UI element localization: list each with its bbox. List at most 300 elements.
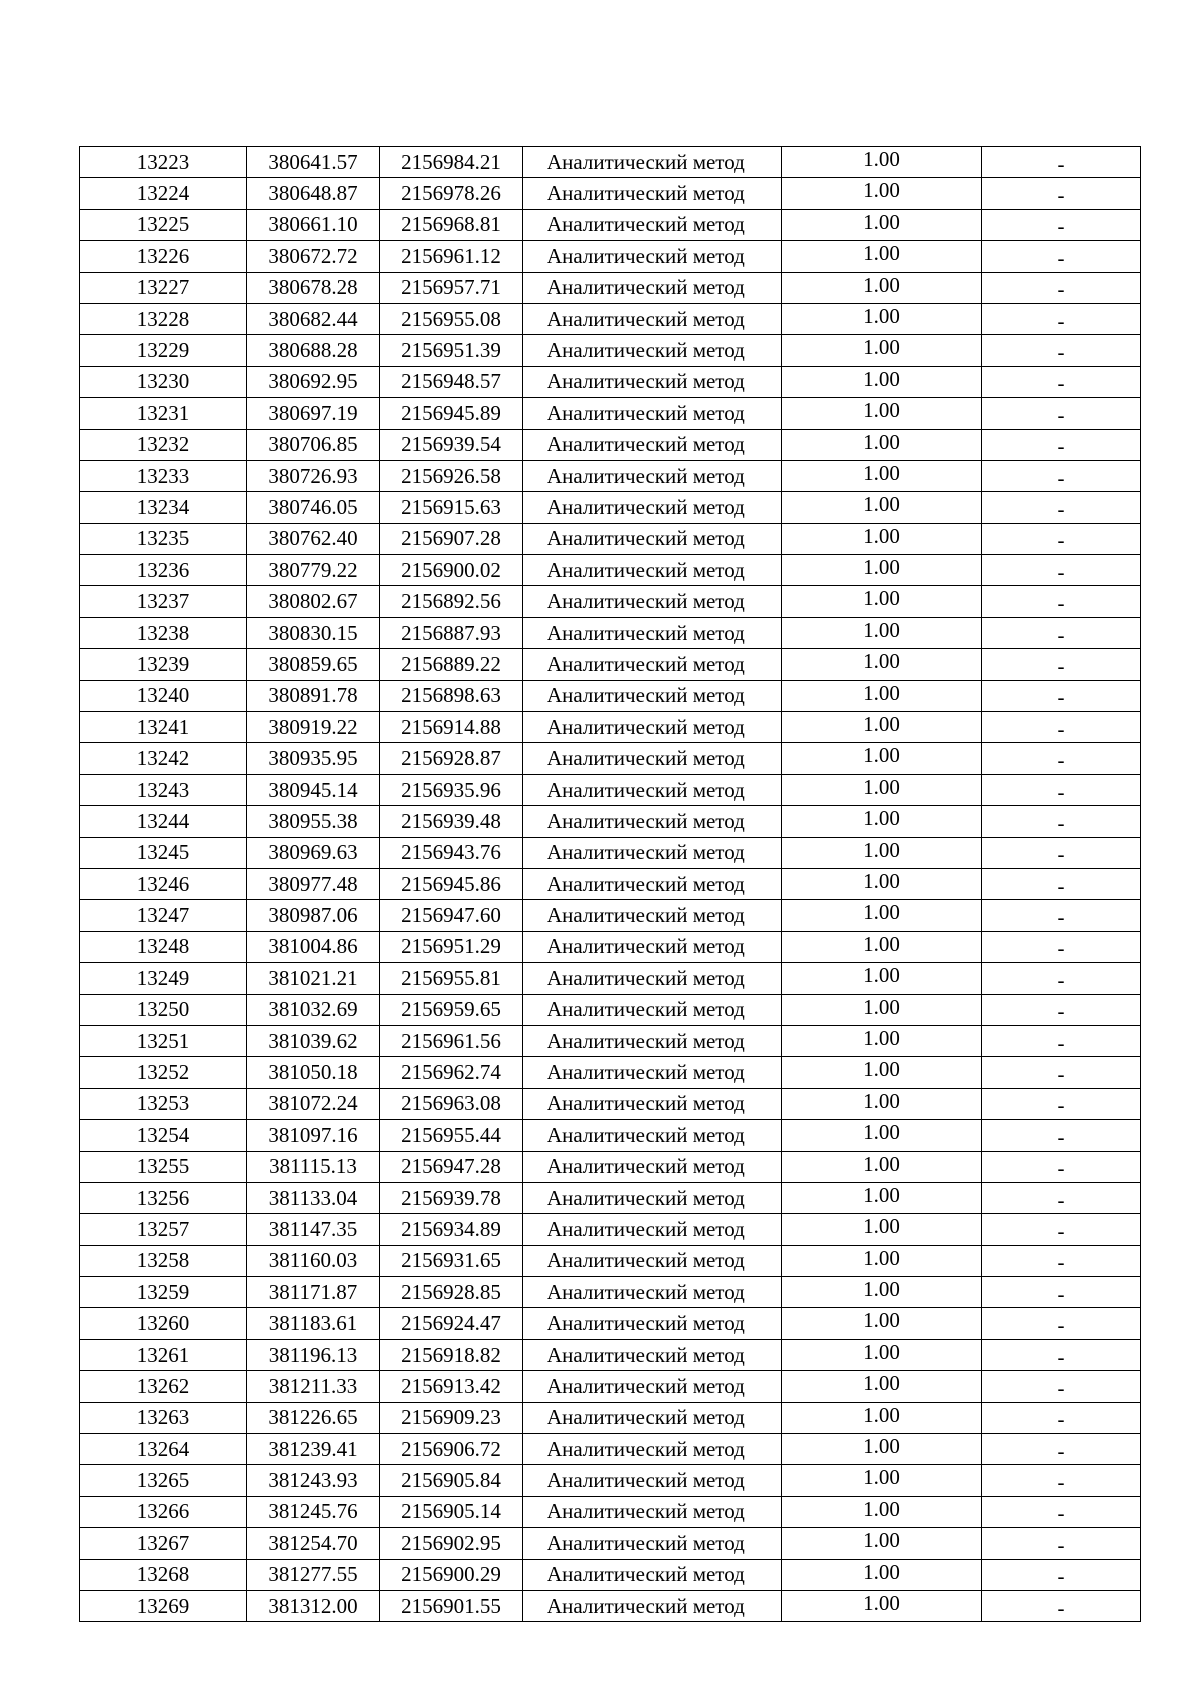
method-cell: Аналитический метод [523,994,782,1025]
description-cell: - [982,1277,1141,1308]
description-cell: - [982,1402,1141,1433]
y-coordinate-cell: 2156951.29 [380,931,523,962]
point-number-cell: 13253 [80,1088,247,1119]
x-coordinate-cell: 380779.22 [247,555,380,586]
method-cell: Аналитический метод [523,1528,782,1559]
x-coordinate-cell: 381239.41 [247,1434,380,1465]
description-cell: - [982,868,1141,899]
y-coordinate-cell: 2156939.48 [380,806,523,837]
description-cell: - [982,806,1141,837]
x-coordinate-cell: 381211.33 [247,1371,380,1402]
accuracy-cell: 1.00 [782,994,982,1025]
table-row [80,1590,1141,1621]
description-cell: - [982,366,1141,397]
method-cell: Аналитический метод [523,241,782,272]
description-cell: - [982,429,1141,460]
description-cell: - [982,272,1141,303]
y-coordinate-cell: 2156968.81 [380,209,523,240]
description-cell: - [982,1465,1141,1496]
y-coordinate-cell: 2156928.85 [380,1277,523,1308]
accuracy-cell: 1.00 [782,1465,982,1496]
point-number-cell: 13252 [80,1057,247,1088]
method-cell: Аналитический метод [523,178,782,209]
accuracy-cell: 1.00 [782,1434,982,1465]
point-number-cell: 13245 [80,837,247,868]
method-cell: Аналитический метод [523,523,782,554]
table-row [80,366,1141,397]
method-cell: Аналитический метод [523,963,782,994]
method-cell: Аналитический метод [523,460,782,491]
description-cell: - [982,1308,1141,1339]
accuracy-cell: 1.00 [782,868,982,899]
method-cell: Аналитический метод [523,868,782,899]
point-number-cell: 13246 [80,868,247,899]
accuracy-cell: 1.00 [782,1528,982,1559]
description-cell: - [982,900,1141,931]
point-number-cell: 13223 [80,147,247,178]
description-cell: - [982,774,1141,805]
description-cell: - [982,1528,1141,1559]
x-coordinate-cell: 381160.03 [247,1245,380,1276]
table-row [80,900,1141,931]
accuracy-cell: 1.00 [782,1371,982,1402]
description-cell: - [982,241,1141,272]
accuracy-cell: 1.00 [782,1308,982,1339]
description-cell: - [982,1120,1141,1151]
accuracy-cell: 1.00 [782,178,982,209]
point-number-cell: 13266 [80,1496,247,1527]
point-number-cell: 13267 [80,1528,247,1559]
table-row [80,1371,1141,1402]
method-cell: Аналитический метод [523,931,782,962]
accuracy-cell: 1.00 [782,712,982,743]
description-cell: - [982,680,1141,711]
description-cell: - [982,523,1141,554]
x-coordinate-cell: 380746.05 [247,492,380,523]
description-cell: - [982,460,1141,491]
x-coordinate-cell: 380977.48 [247,868,380,899]
y-coordinate-cell: 2156943.76 [380,837,523,868]
table-row [80,1182,1141,1213]
description-cell: - [982,649,1141,680]
table-row [80,1277,1141,1308]
description-cell: - [982,398,1141,429]
accuracy-cell: 1.00 [782,272,982,303]
accuracy-cell: 1.00 [782,680,982,711]
description-cell: - [982,555,1141,586]
method-cell: Аналитический метод [523,147,782,178]
description-cell: - [982,1025,1141,1056]
y-coordinate-cell: 2156947.60 [380,900,523,931]
point-number-cell: 13243 [80,774,247,805]
x-coordinate-cell: 380830.15 [247,617,380,648]
point-number-cell: 13268 [80,1559,247,1590]
y-coordinate-cell: 2156945.86 [380,868,523,899]
x-coordinate-cell: 381183.61 [247,1308,380,1339]
point-number-cell: 13224 [80,178,247,209]
table-row [80,1465,1141,1496]
description-cell: - [982,492,1141,523]
method-cell: Аналитический метод [523,492,782,523]
description-cell: - [982,1559,1141,1590]
accuracy-cell: 1.00 [782,1151,982,1182]
description-cell: - [982,1371,1141,1402]
y-coordinate-cell: 2156934.89 [380,1214,523,1245]
table-row [80,712,1141,743]
point-number-cell: 13242 [80,743,247,774]
x-coordinate-cell: 380969.63 [247,837,380,868]
x-coordinate-cell: 381312.00 [247,1590,380,1621]
y-coordinate-cell: 2156902.95 [380,1528,523,1559]
x-coordinate-cell: 380935.95 [247,743,380,774]
description-cell: - [982,1434,1141,1465]
table-row [80,1151,1141,1182]
table-row [80,680,1141,711]
description-cell: - [982,335,1141,366]
x-coordinate-cell: 381226.65 [247,1402,380,1433]
x-coordinate-cell: 381254.70 [247,1528,380,1559]
table-row [80,586,1141,617]
table-row [80,743,1141,774]
x-coordinate-cell: 381072.24 [247,1088,380,1119]
point-number-cell: 13259 [80,1277,247,1308]
point-number-cell: 13241 [80,712,247,743]
point-number-cell: 13258 [80,1245,247,1276]
x-coordinate-cell: 380692.95 [247,366,380,397]
table-row [80,837,1141,868]
method-cell: Аналитический метод [523,1496,782,1527]
y-coordinate-cell: 2156914.88 [380,712,523,743]
accuracy-cell: 1.00 [782,1590,982,1621]
accuracy-cell: 1.00 [782,806,982,837]
point-number-cell: 13262 [80,1371,247,1402]
y-coordinate-cell: 2156961.12 [380,241,523,272]
description-cell: - [982,303,1141,334]
table-row [80,1528,1141,1559]
x-coordinate-cell: 380672.72 [247,241,380,272]
accuracy-cell: 1.00 [782,900,982,931]
accuracy-cell: 1.00 [782,1182,982,1213]
y-coordinate-cell: 2156939.78 [380,1182,523,1213]
point-number-cell: 13260 [80,1308,247,1339]
method-cell: Аналитический метод [523,398,782,429]
method-cell: Аналитический метод [523,680,782,711]
x-coordinate-cell: 381243.93 [247,1465,380,1496]
accuracy-cell: 1.00 [782,1496,982,1527]
accuracy-cell: 1.00 [782,837,982,868]
method-cell: Аналитический метод [523,617,782,648]
y-coordinate-cell: 2156963.08 [380,1088,523,1119]
point-number-cell: 13240 [80,680,247,711]
x-coordinate-cell: 381097.16 [247,1120,380,1151]
accuracy-cell: 1.00 [782,931,982,962]
method-cell: Аналитический метод [523,774,782,805]
x-coordinate-cell: 380987.06 [247,900,380,931]
method-cell: Аналитический метод [523,1277,782,1308]
method-cell: Аналитический метод [523,1402,782,1433]
table-row [80,963,1141,994]
table-row [80,1120,1141,1151]
table-row [80,429,1141,460]
table-row [80,1214,1141,1245]
y-coordinate-cell: 2156955.81 [380,963,523,994]
x-coordinate-cell: 381050.18 [247,1057,380,1088]
accuracy-cell: 1.00 [782,555,982,586]
point-number-cell: 13251 [80,1025,247,1056]
accuracy-cell: 1.00 [782,492,982,523]
table-row [80,1339,1141,1370]
x-coordinate-cell: 380945.14 [247,774,380,805]
y-coordinate-cell: 2156959.65 [380,994,523,1025]
method-cell: Аналитический метод [523,1214,782,1245]
x-coordinate-cell: 381039.62 [247,1025,380,1056]
method-cell: Аналитический метод [523,1590,782,1621]
point-number-cell: 13230 [80,366,247,397]
x-coordinate-cell: 380919.22 [247,712,380,743]
accuracy-cell: 1.00 [782,774,982,805]
table-row [80,806,1141,837]
accuracy-cell: 1.00 [782,335,982,366]
accuracy-cell: 1.00 [782,1120,982,1151]
y-coordinate-cell: 2156955.44 [380,1120,523,1151]
method-cell: Аналитический метод [523,1339,782,1370]
y-coordinate-cell: 2156924.47 [380,1308,523,1339]
point-number-cell: 13239 [80,649,247,680]
accuracy-cell: 1.00 [782,1277,982,1308]
method-cell: Аналитический метод [523,429,782,460]
method-cell: Аналитический метод [523,1182,782,1213]
description-cell: - [982,1496,1141,1527]
x-coordinate-cell: 381147.35 [247,1214,380,1245]
y-coordinate-cell: 2156909.23 [380,1402,523,1433]
x-coordinate-cell: 381245.76 [247,1496,380,1527]
table-row [80,994,1141,1025]
y-coordinate-cell: 2156955.08 [380,303,523,334]
method-cell: Аналитический метод [523,586,782,617]
point-number-cell: 13232 [80,429,247,460]
accuracy-cell: 1.00 [782,1402,982,1433]
y-coordinate-cell: 2156945.89 [380,398,523,429]
method-cell: Аналитический метод [523,1465,782,1496]
accuracy-cell: 1.00 [782,743,982,774]
point-number-cell: 13269 [80,1590,247,1621]
point-number-cell: 13264 [80,1434,247,1465]
point-number-cell: 13226 [80,241,247,272]
method-cell: Аналитический метод [523,712,782,743]
method-cell: Аналитический метод [523,837,782,868]
table-row [80,649,1141,680]
description-cell: - [982,1151,1141,1182]
y-coordinate-cell: 2156906.72 [380,1434,523,1465]
description-cell: - [982,1214,1141,1245]
table-row [80,335,1141,366]
point-number-cell: 13233 [80,460,247,491]
description-cell: - [982,712,1141,743]
description-cell: - [982,1590,1141,1621]
y-coordinate-cell: 2156978.26 [380,178,523,209]
table-row [80,460,1141,491]
y-coordinate-cell: 2156905.14 [380,1496,523,1527]
accuracy-cell: 1.00 [782,523,982,554]
description-cell: - [982,586,1141,617]
x-coordinate-cell: 381171.87 [247,1277,380,1308]
point-number-cell: 13250 [80,994,247,1025]
y-coordinate-cell: 2156962.74 [380,1057,523,1088]
x-coordinate-cell: 380762.40 [247,523,380,554]
table-row [80,1025,1141,1056]
y-coordinate-cell: 2156901.55 [380,1590,523,1621]
y-coordinate-cell: 2156887.93 [380,617,523,648]
y-coordinate-cell: 2156907.28 [380,523,523,554]
description-cell: - [982,209,1141,240]
method-cell: Аналитический метод [523,272,782,303]
y-coordinate-cell: 2156915.63 [380,492,523,523]
accuracy-cell: 1.00 [782,460,982,491]
y-coordinate-cell: 2156947.28 [380,1151,523,1182]
x-coordinate-cell: 380641.57 [247,147,380,178]
point-number-cell: 13263 [80,1402,247,1433]
description-cell: - [982,1182,1141,1213]
table-row [80,209,1141,240]
x-coordinate-cell: 380706.85 [247,429,380,460]
description-cell: - [982,1057,1141,1088]
table-row [80,555,1141,586]
y-coordinate-cell: 2156889.22 [380,649,523,680]
description-cell: - [982,178,1141,209]
x-coordinate-cell: 381115.13 [247,1151,380,1182]
accuracy-cell: 1.00 [782,963,982,994]
coordinates-table [79,146,1141,1622]
table-row [80,868,1141,899]
method-cell: Аналитический метод [523,209,782,240]
y-coordinate-cell: 2156939.54 [380,429,523,460]
accuracy-cell: 1.00 [782,649,982,680]
point-number-cell: 13231 [80,398,247,429]
description-cell: - [982,994,1141,1025]
accuracy-cell: 1.00 [782,1339,982,1370]
y-coordinate-cell: 2156931.65 [380,1245,523,1276]
method-cell: Аналитический метод [523,1057,782,1088]
table-row [80,774,1141,805]
x-coordinate-cell: 381133.04 [247,1182,380,1213]
table-row [80,523,1141,554]
x-coordinate-cell: 380661.10 [247,209,380,240]
method-cell: Аналитический метод [523,1025,782,1056]
accuracy-cell: 1.00 [782,617,982,648]
method-cell: Аналитический метод [523,1371,782,1402]
x-coordinate-cell: 380688.28 [247,335,380,366]
x-coordinate-cell: 381196.13 [247,1339,380,1370]
accuracy-cell: 1.00 [782,1025,982,1056]
table-row [80,492,1141,523]
coordinates-table-body [80,147,1141,1622]
point-number-cell: 13256 [80,1182,247,1213]
description-cell: - [982,931,1141,962]
table-row [80,1402,1141,1433]
point-number-cell: 13257 [80,1214,247,1245]
y-coordinate-cell: 2156926.58 [380,460,523,491]
accuracy-cell: 1.00 [782,147,982,178]
method-cell: Аналитический метод [523,366,782,397]
table-row [80,1434,1141,1465]
method-cell: Аналитический метод [523,649,782,680]
table-row [80,1245,1141,1276]
accuracy-cell: 1.00 [782,1088,982,1119]
method-cell: Аналитический метод [523,555,782,586]
y-coordinate-cell: 2156905.84 [380,1465,523,1496]
accuracy-cell: 1.00 [782,586,982,617]
point-number-cell: 13254 [80,1120,247,1151]
description-cell: - [982,1088,1141,1119]
point-number-cell: 13238 [80,617,247,648]
y-coordinate-cell: 2156900.29 [380,1559,523,1590]
table-row [80,178,1141,209]
y-coordinate-cell: 2156935.96 [380,774,523,805]
point-number-cell: 13225 [80,209,247,240]
y-coordinate-cell: 2156984.21 [380,147,523,178]
x-coordinate-cell: 380859.65 [247,649,380,680]
method-cell: Аналитический метод [523,1088,782,1119]
x-coordinate-cell: 381004.86 [247,931,380,962]
method-cell: Аналитический метод [523,1151,782,1182]
table-row [80,617,1141,648]
y-coordinate-cell: 2156918.82 [380,1339,523,1370]
y-coordinate-cell: 2156913.42 [380,1371,523,1402]
y-coordinate-cell: 2156948.57 [380,366,523,397]
accuracy-cell: 1.00 [782,1057,982,1088]
description-cell: - [982,1339,1141,1370]
table-row [80,931,1141,962]
method-cell: Аналитический метод [523,743,782,774]
y-coordinate-cell: 2156928.87 [380,743,523,774]
accuracy-cell: 1.00 [782,209,982,240]
point-number-cell: 13237 [80,586,247,617]
y-coordinate-cell: 2156892.56 [380,586,523,617]
point-number-cell: 13244 [80,806,247,837]
point-number-cell: 13235 [80,523,247,554]
y-coordinate-cell: 2156961.56 [380,1025,523,1056]
x-coordinate-cell: 381032.69 [247,994,380,1025]
x-coordinate-cell: 380955.38 [247,806,380,837]
point-number-cell: 13236 [80,555,247,586]
point-number-cell: 13227 [80,272,247,303]
method-cell: Аналитический метод [523,1120,782,1151]
method-cell: Аналитический метод [523,1245,782,1276]
accuracy-cell: 1.00 [782,1245,982,1276]
description-cell: - [982,617,1141,648]
description-cell: - [982,1245,1141,1276]
accuracy-cell: 1.00 [782,241,982,272]
table-row [80,1496,1141,1527]
y-coordinate-cell: 2156898.63 [380,680,523,711]
x-coordinate-cell: 380682.44 [247,303,380,334]
x-coordinate-cell: 380678.28 [247,272,380,303]
table-row [80,1088,1141,1119]
x-coordinate-cell: 380891.78 [247,680,380,711]
x-coordinate-cell: 381277.55 [247,1559,380,1590]
description-cell: - [982,963,1141,994]
point-number-cell: 13248 [80,931,247,962]
table-row [80,1057,1141,1088]
method-cell: Аналитический метод [523,335,782,366]
y-coordinate-cell: 2156900.02 [380,555,523,586]
accuracy-cell: 1.00 [782,366,982,397]
accuracy-cell: 1.00 [782,1214,982,1245]
method-cell: Аналитический метод [523,1308,782,1339]
accuracy-cell: 1.00 [782,429,982,460]
description-cell: - [982,837,1141,868]
point-number-cell: 13265 [80,1465,247,1496]
